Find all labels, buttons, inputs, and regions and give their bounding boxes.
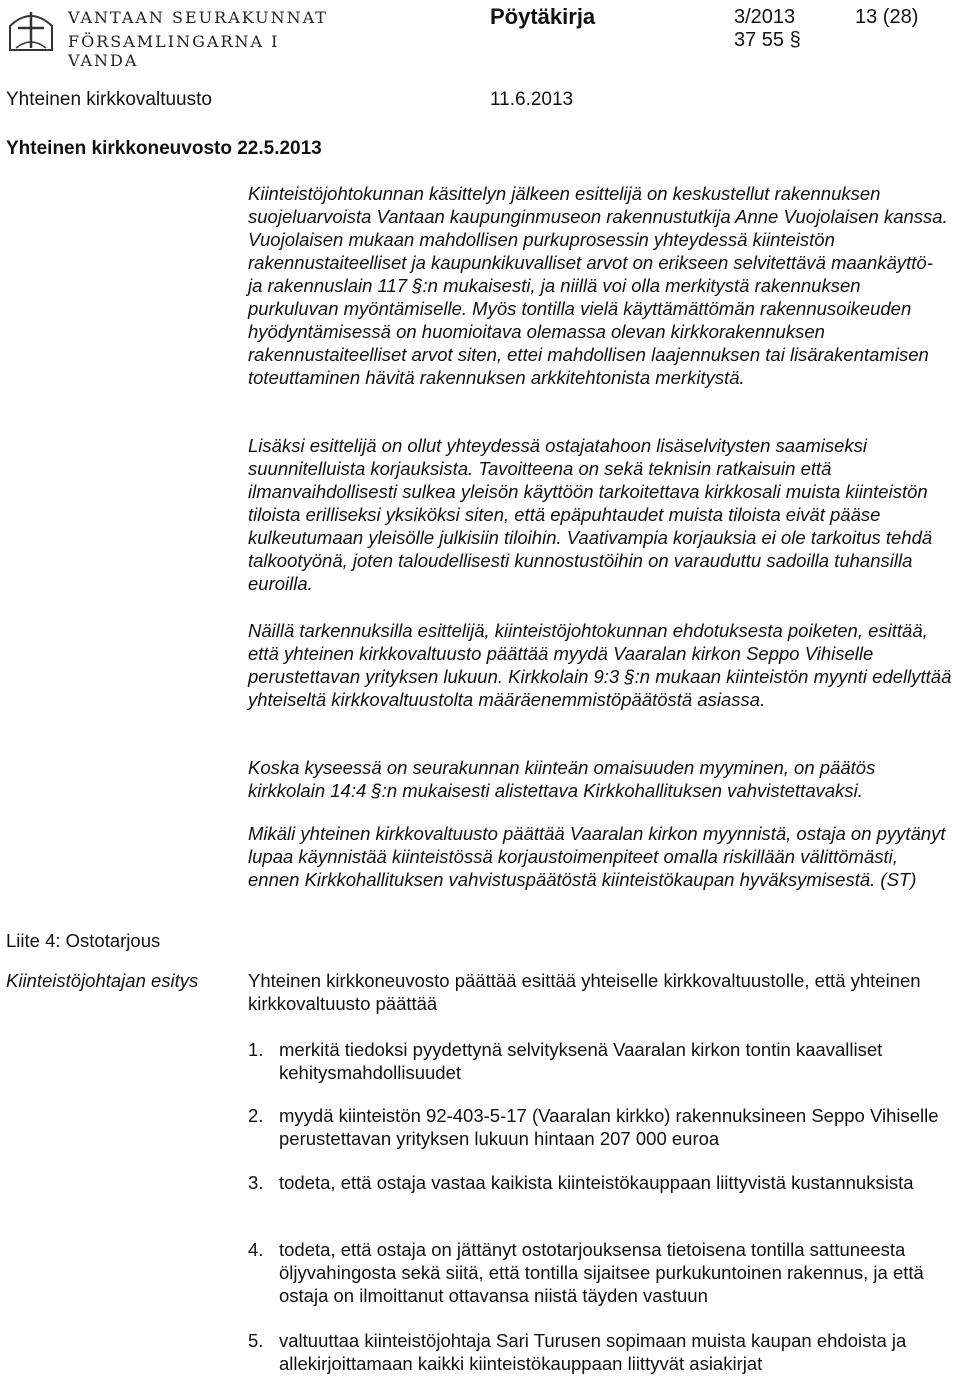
list-item [248, 1171, 952, 1194]
document-number: 3/2013 [734, 6, 796, 28]
paragraph-2: Lisäksi esittelijä on ollut yhteydessä ostajatahoon lisäselvitysten saamiseksi suunnitelluista korjauksista. Tavoitteena on sekä teknisin ratkaisuin että ilmanvaihdollisesti sulkea yleisön käyttöön tarkoitettava kirkkosali muista kiinteistön tiloista erilliseksi yksiköksi siten, että epäpuhtaudet muista tiloista eivät pääse kulkeutumaan yleisölle julkisiin tiloihin. Vaativampia korjauksia ei ole tarkoitus tehdä talkootyönä, joten taloudellisesti kunnostustöihin on varauduttu sadoilla tuhansilla euroilla. [248, 435, 933, 594]
list-item-text: todeta, että ostaja on jättänyt ostotarjouksensa tietoisena tontilla sattuneesta öljyvahingosta sekä siitä, että tontilla sijaitsee purkukuntoinen rakennus, ja että ostaja on ilmoittanut ottavansa niistä täyden vastuun [279, 1239, 924, 1306]
paragraph-3: Näillä tarkennuksilla esittelijä, kiinteistöjohtokunnan ehdotuksesta poiketen, esittää, että yhteinen kirkkovaltuusto päättää myydä Vaaralan kirkon Seppo Vihiselle perustettavan yrityksen lukuun. Kirkkolain 9:3 §:n mukaan kiinteistön myynti edellyttää yhteiseltä kirkkovaltuustolta määräenemmistöpäätöstä asiassa. [248, 620, 952, 710]
church-logo-icon [6, 4, 56, 54]
list-item-number: 5. [248, 1330, 264, 1351]
proposal-label: Kiinteistöjohtajan esitys [6, 970, 199, 991]
list-item-number: 4. [248, 1239, 264, 1260]
org-name-finnish: VANTAAN SEURAKUNNAT [68, 8, 328, 27]
org-name-swedish: FÖRSAMLINGARNA I VANDA [68, 32, 280, 70]
list-item-text: valtuuttaa kiinteistöjohtaja Sari Turusen sopimaan muista kaupan ehdoista ja allekirjoittamaan kaikki kiinteistökauppaan liittyvät asiakirjat [279, 1330, 907, 1374]
paragraph-4: Koska kyseessä on seurakunnan kiinteän omaisuuden myyminen, on päätös kirkkolain 14:4 §:n mukaisesti alistettava Kirkkohallituksen vahvistettavaksi. [248, 757, 876, 801]
paragraph-5: Mikäli yhteinen kirkkovaltuusto päättää Vaaralan kirkon myynnistä, ostaja on pyytänyt lupaa käynnistää kiinteistössä korjaustoimenpiteet omalla riskillään välittömästi, ennen Kirkkohallituksen vahvistuspäätöstä kiinteistökaupan hyväksymisestä. (ST) [248, 823, 946, 890]
proposal-intro: Yhteinen kirkkoneuvosto päättää esittää yhteiselle kirkkovaltuustolle, että yhteinen kirkkovaltuusto päättää [248, 970, 921, 1014]
list-item [248, 1329, 952, 1375]
list-item-number: 2. [248, 1105, 264, 1126]
list-item-text: myydä kiinteistön 92-403-5-17 (Vaaralan kirkko) rakennuksineen Seppo Vihiselle perustettavan yrityksen lukuun hintaan 207 000 euroa [279, 1105, 939, 1149]
previous-meeting-heading: Yhteinen kirkkoneuvosto 22.5.2013 [6, 138, 322, 159]
paragraph-1: Kiinteistöjohtokunnan käsittelyn jälkeen esittelijä on keskustellut rakennuksen suojeluarvoista Vantaan kaupunginmuseon rakennustutkija Anne Vuojolaisen kanssa. Vuojolaisen mukaan mahdollisen purkuprosessin yhteydessä kiinteistön rakennustaiteelliset ja kaupunkikuvalliset arvot on erikseen selvitettävä maankäyttö- ja rakennuslain 117 §:n mukaisesti, ja niillä voi olla merkitystä rakennuksen purkuluvan myöntämiselle. Myös tontilla vielä käyttämättömän rakennusoikeuden hyödyntämisessä on huomioitava olemassa olevan kirkkorakennuksen rakennustaiteelliset arvot siten, ettei mahdollisen laajennuksen tai lisärakentamisen toteuttaminen hävitä rakennuksen arkkitehtonista merkitystä. [248, 183, 948, 388]
list-item [248, 1038, 952, 1084]
meeting-date: 11.6.2013 [490, 89, 574, 110]
list-item [248, 1104, 952, 1150]
organization-logo [6, 4, 336, 70]
list-item [248, 1238, 952, 1307]
list-item-number: 1. [248, 1039, 264, 1060]
section-range: 37 55 § [734, 29, 801, 51]
list-item-text: merkitä tiedoksi pyydettynä selvityksenä Vaaralan kirkon tontin kaavalliset kehitysmahdollisuudet [279, 1039, 883, 1083]
meeting-name: Yhteinen kirkkovaltuusto [6, 89, 212, 110]
document-type: Pöytäkirja [490, 4, 596, 29]
page-number: 13 (28) [855, 6, 919, 28]
list-item-text: todeta, että ostaja vastaa kaikista kiinteistökauppaan liittyvistä kustannuksista [279, 1172, 914, 1193]
list-item-number: 3. [248, 1172, 264, 1193]
attachment-label: Liite 4: Ostotarjous [6, 930, 161, 951]
